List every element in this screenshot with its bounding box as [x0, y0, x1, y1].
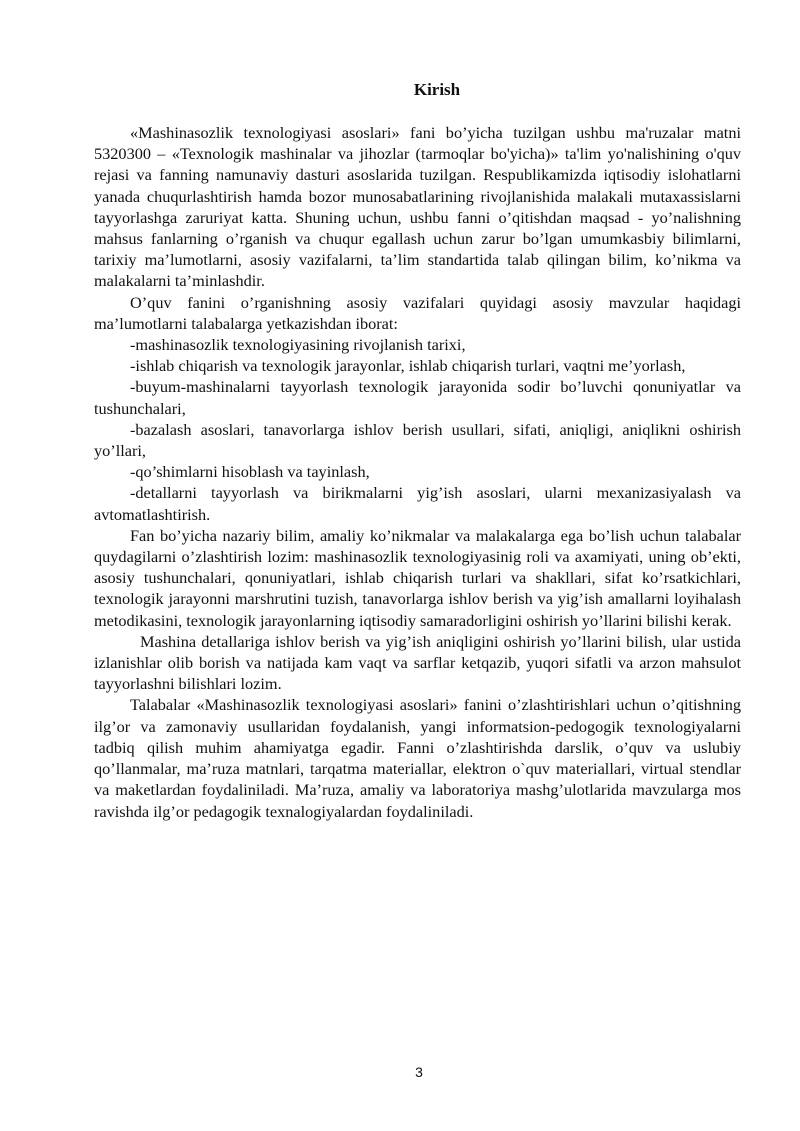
paragraph-methods: Talabalar «Mashinasozlik texnologiyasi asoslari» fanini o’zlashtirishlari uchun o’qitishning ilg’or va zamonaviy usullaridan foydalanish, yangi informatsion-pedogogik texnologiyalarni tadbiq qilish muhim ahamiyatga egadir. Fanni o’zlashtirishda darslik, o’quv va uslubiy qo’llanmalar, ma’ruza matnlari, tarqatma materiallar, elektron o`quv materiallari, virtual stendlar va maketlardan foydaliniladi. Ma’ruza, amaliy va laboratoriya mashg’ulotlarida mavzularga mos ravishda ilg’or pedagogik texnalogiyalardan foydaliniladi.	[94, 695, 741, 821]
list-item: -detallarni tayyorlash va birikmalarni yig’ish asoslari, ularni mexanizasiyalash va avtomatlashtirish.	[94, 483, 741, 524]
paragraph-intro: «Mashinasozlik texnologiyasi asoslari» fani bo’yicha tuzilgan ushbu ma'ruzalar matni 5320300 – «Texnologik mashinalar va jihozlar (tarmoqlar bo'yicha)» ta'lim yo'nalishining o'quv rejasi va fanning namunaviy dasturi asoslarida tuzilgan. Respublikamizda iqtisodiy islohatlarni yanada chuqurlashtirish hamda bozor munosabatlarining rivojlanishida malakali mutaxassislarni tayyorlashga zaruriyat katta. Shuning uchun, ushbu fanni o’qitishdan maqsad - yo’nalishning mahsus fanlarning o’rganish va chuqur egallash uchun zarur bo’lgan umumkasbiy bilimlarni, tarixiy ma’lumotlarni, asosiy vazifalarni, ta’lim standartida talab qilingan bilim, ko’nikma va malakalarni ta’minlashdir.	[94, 123, 741, 291]
list-item: -buyum-mashinalarni tayyorlash texnologik jarayonida sodir bo’luvchi qonuniyatlar va tushunchalari,	[94, 377, 741, 418]
paragraph-knowledge: Fan bo’yicha nazariy bilim, amaliy ko’nikmalar va malakalarga ega bo’lish uchun talabalar quydagilarni o’zlashtirish lozim: mashinasozlik texnologiyasinig roli va axamiyati, uning ob’ekti, asosiy tushunchalari, qonuniyatlari, ishlab chiqarish turlari va shakllari, sifat ko’rsatkichlari, texnologik jarayonni marshrutini tuzish, tanavorlarga ishlov berish va yig’ish amallarni loyihalash metodikasini, texnologik jarayonlarning iqtisodiy samaradorligini oshirish yo’llarini bilishi kerak.	[94, 525, 741, 630]
list-item: -mashinasozlik texnologiyasining rivojlanish tarixi,	[130, 335, 466, 355]
body-text	[94, 122, 741, 822]
page-title: Kirish	[413, 80, 461, 99]
page-number: 3	[415, 1064, 423, 1080]
paragraph-tasks: O’quv fanini o’rganishning asosiy vazifalari quyidagi asosiy mavzular haqidagi ma’lumotlarni talabalarga yetkazishdan iborat:	[94, 292, 741, 333]
list-item: -qo’shimlarni hisoblash va tayinlash,	[130, 462, 370, 482]
list-item: -bazalash asoslari, tanavorlarga ishlov berish usullari, sifati, aniqligi, aniqlikni oshirish yo’llari,	[94, 419, 741, 461]
paragraph-accuracy: Mashina detallariga ishlov berish va yig’ish aniqligini oshirish yo’llarini bilish, ular ustida izlanishlar olib borish va natijada kam vaqt va sarflar ketqazib, yuqori sifatli va arzon mahsulot tayyorlashni bilishlari lozim.	[94, 631, 741, 694]
list-item: -ishlab chiqarish va texnologik jarayonlar, ishlab chiqarish turlari, vaqtni me’yorlash,	[130, 356, 686, 376]
